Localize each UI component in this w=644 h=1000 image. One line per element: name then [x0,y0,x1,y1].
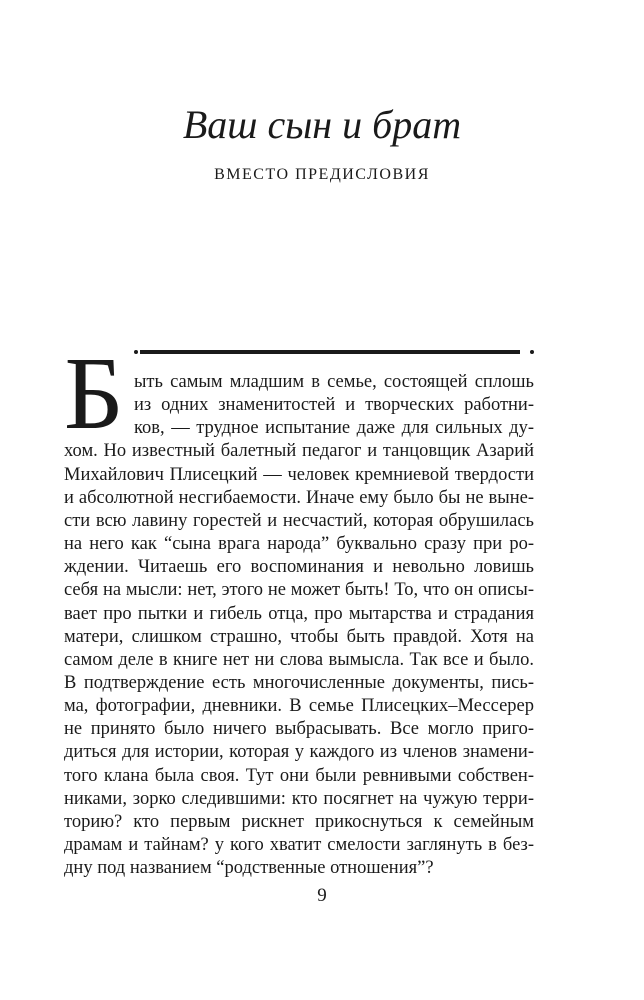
text-line: ма, фотографии, дневники. В семье Плисецких–Мессерер [64,696,534,717]
text-line: на него как “сына врага народа” буквально сразу при ро- [64,534,534,554]
text-line: ыть самым младшим в семье, состоящей сплошь [134,372,534,392]
text-line: себя на мысли: нет, этого не может быть! То, что он описы- [64,580,534,601]
drop-cap: Б [64,336,124,451]
text-line: драмам и тайнам? у кого хватит смелости заглянуть в без- [64,835,534,855]
decorative-rule [134,348,534,356]
text-line: хом. Но известный балетный педагог и танцовщик Азарий [64,441,534,462]
ornament-dot-left [134,350,138,354]
text-line: ждении. Читаешь его воспоминания и невольно ловишь [64,557,534,578]
text-line: никами, зорко следившими: кто посягнет на чужую терри- [64,788,534,809]
text-line: диться для истории, которая у каждого из членов знамени- [64,742,534,763]
page-number: 9 [317,885,327,906]
text-line: самом деле в книге нет ни слова вымысла. Так все и было. [64,649,534,670]
text-line: торию? кто первым рискнет прикоснуться к семейным [64,811,534,832]
chapter-subtitle: ВМЕСТО ПРЕДИСЛОВИЯ [214,166,430,183]
ornament-line [140,350,520,354]
text-line: из одних знаменитостей и творческих работни- [134,395,534,416]
text-line: матери, слишком страшно, чтобы быть правдой. Хотя на [64,626,534,647]
text-line: Михайлович Плисецкий — человек кремниевой твердости [64,464,534,485]
text-line: не принято было ничего выбрасывать. Все могло приго- [64,719,534,740]
ornament-dot-right [530,350,534,354]
text-line: сти всю лавину горестей и несчастий, которая обрушилась [64,510,534,531]
text-line: вает про пытки и гибель отца, про мытарства и страдания [64,603,534,624]
text-line: того клана была своя. Тут они были ревнивыми собствен- [64,765,534,786]
text-line: дну под названием “родственные отношения”? [64,858,434,879]
text-line: ков, — трудное испытание даже для сильных ду- [134,418,534,439]
chapter-title: Ваш сын и брат [182,102,462,147]
text-line: и абсолютной несгибаемости. Иначе ему было бы не выне- [64,487,534,508]
text-line: В подтверждение есть многочисленные документы, пись- [64,673,534,693]
